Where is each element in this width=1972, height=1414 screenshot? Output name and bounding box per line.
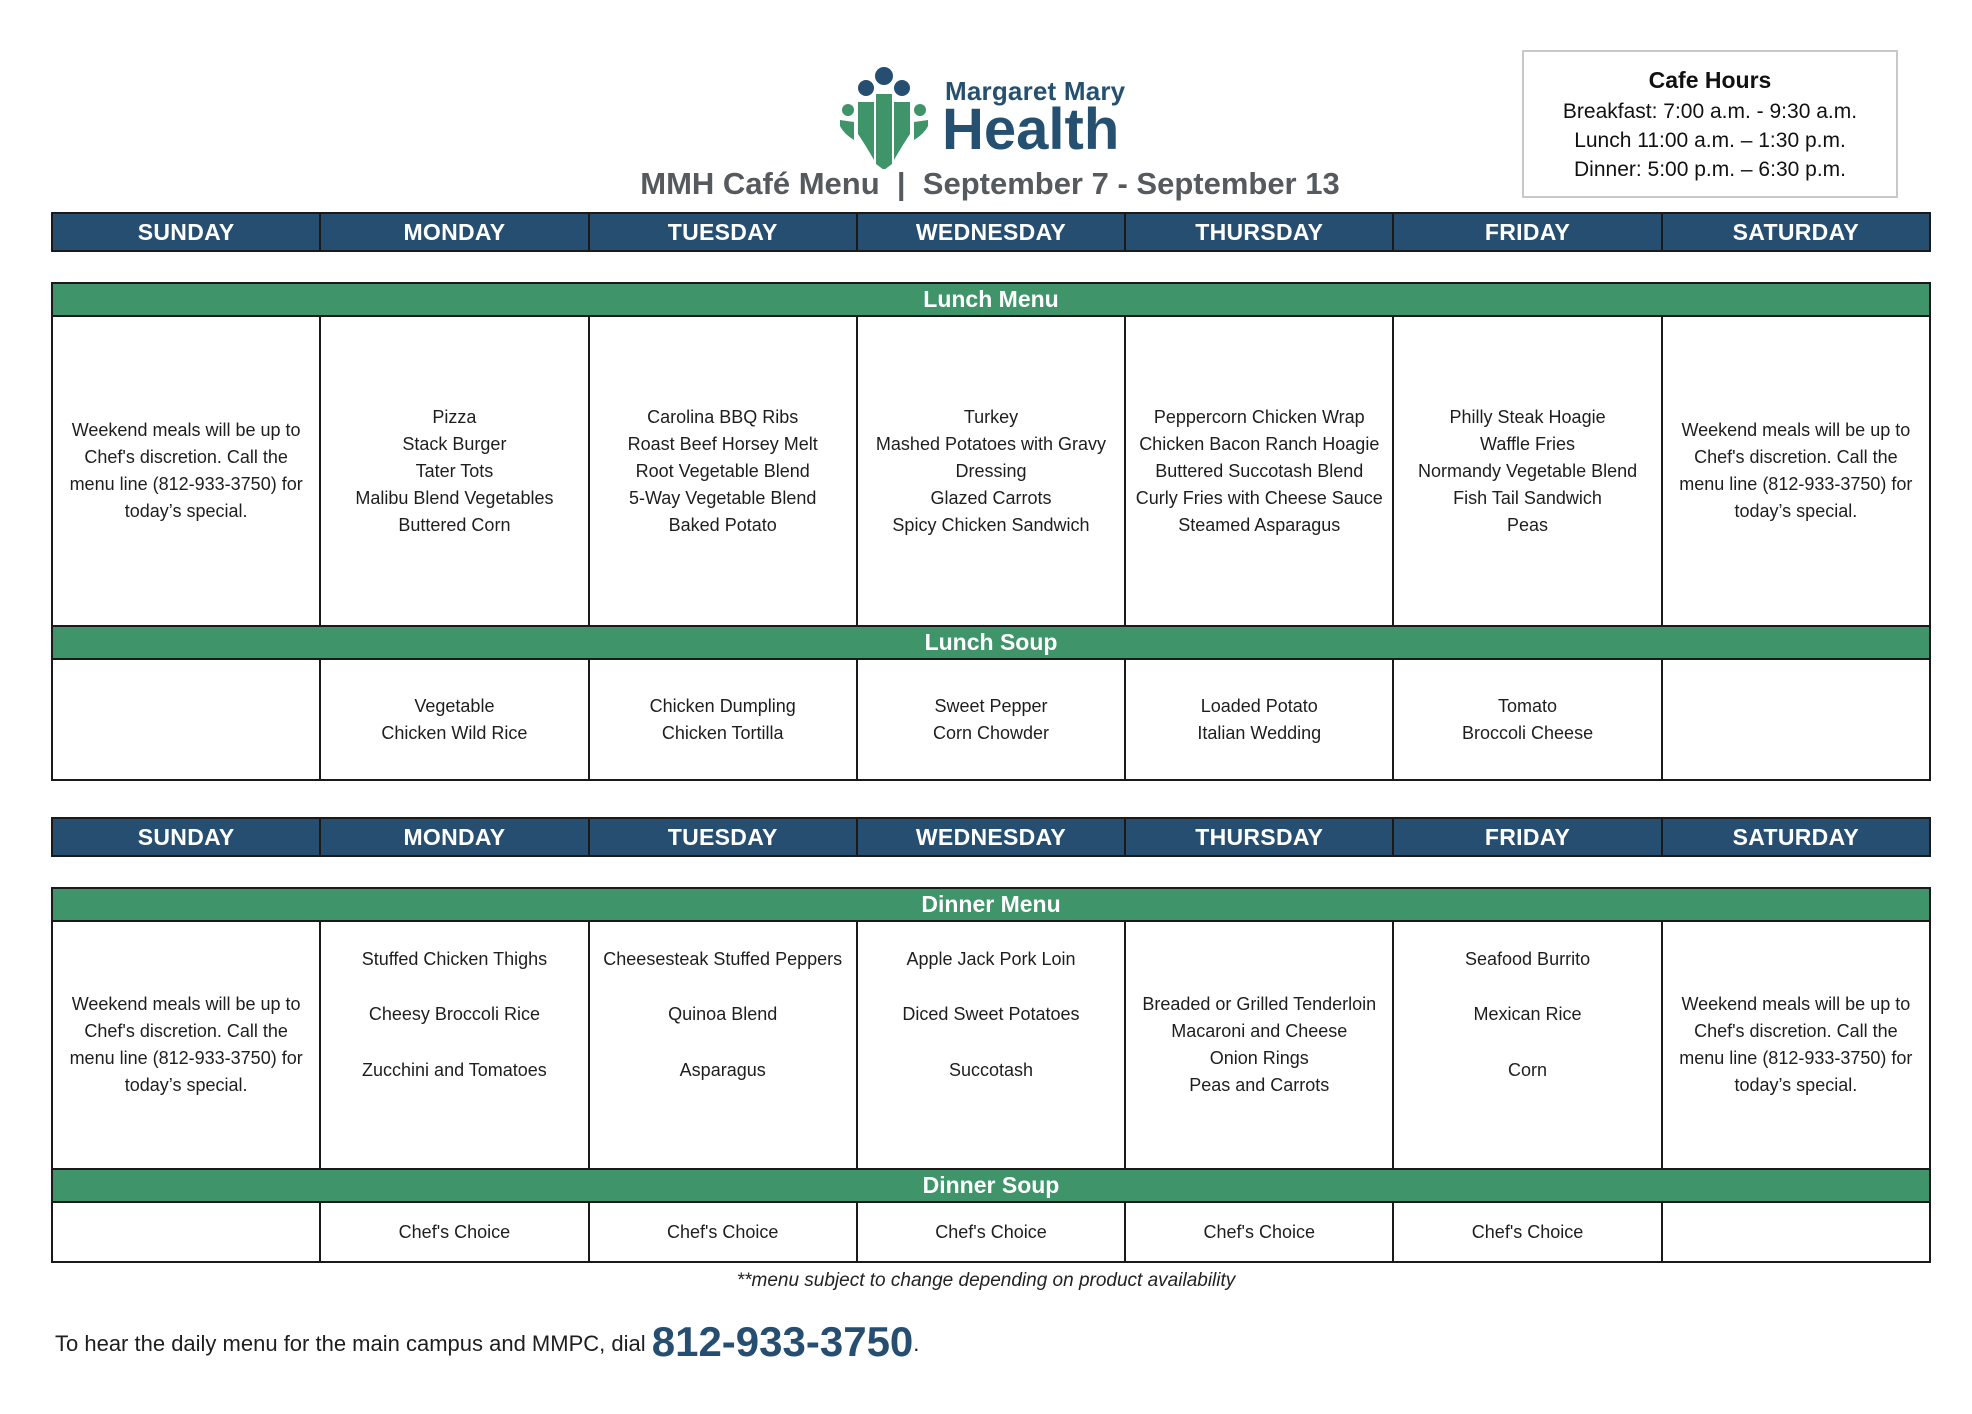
menu-item: Breaded or Grilled Tenderloin — [1142, 994, 1377, 1014]
dinner-table — [51, 887, 1931, 1263]
menu-item: Succotash — [948, 1059, 1034, 1080]
day-header-tuesday: TUESDAY — [589, 213, 857, 251]
logo-text-line2: Health — [942, 97, 1120, 162]
lunch-soup-sunday — [52, 659, 320, 780]
lunch-monday — [320, 316, 588, 626]
day-header-sunday: SUNDAY — [52, 213, 320, 251]
menu-item: Waffle Fries — [1480, 433, 1576, 454]
dinner-saturday — [1662, 921, 1930, 1169]
menu-item: Baked Potato — [668, 514, 777, 535]
menu-item: Zucchini and Tomatoes — [362, 1059, 547, 1080]
menu-item: Chicken Bacon Ranch Hoagie — [1139, 433, 1380, 454]
menu-item: Corn — [1508, 1059, 1548, 1080]
menu-item: Quinoa Blend — [668, 1004, 778, 1025]
dial-text: To hear the daily menu for the main campus and MMPC, dial — [55, 1331, 652, 1356]
dinner-menu-header: Dinner Menu — [52, 888, 1930, 921]
dinner-soup-thursday: Chef's Choice — [1125, 1202, 1393, 1262]
day-header-monday: MONDAY — [320, 818, 588, 856]
menu-item: Mashed Potatoes with Gravy — [875, 433, 1107, 454]
menu-item: Mexican Rice — [1473, 1004, 1582, 1025]
breakfast-hours: Breakfast: 7:00 a.m. - 9:30 a.m. — [1562, 100, 1858, 123]
menu-item: Buttered Corn — [398, 514, 511, 535]
lunch-menu-header: Lunch Menu — [52, 283, 1930, 316]
day-header-row-bottom — [51, 817, 1931, 857]
lunch-hours: Lunch 11:00 a.m. – 1:30 p.m. — [1574, 129, 1846, 152]
lunch-sunday — [52, 316, 320, 626]
lunch-friday — [1393, 316, 1661, 626]
day-header-friday: FRIDAY — [1393, 213, 1661, 251]
menu-item: Sweet Pepper — [934, 695, 1048, 716]
menu-item: Carolina BBQ Ribs — [647, 406, 799, 427]
dinner-thursday — [1125, 921, 1393, 1169]
lunch-soup-header: Lunch Soup — [52, 626, 1930, 659]
lunch-soup-friday — [1393, 659, 1661, 780]
menu-item: Buttered Succotash Blend — [1155, 460, 1364, 481]
cafe-hours-title: Cafe Hours — [1648, 67, 1772, 93]
dinner-soup-saturday — [1662, 1202, 1930, 1262]
menu-item: Onion Rings — [1209, 1048, 1309, 1068]
dial-period: . — [913, 1331, 920, 1356]
dinner-soup-monday: Chef's Choice — [320, 1202, 588, 1262]
menu-item: Seafood Burrito — [1465, 949, 1591, 970]
menu-item: Chicken Tortilla — [661, 722, 784, 743]
lunch-soup-tuesday — [589, 659, 857, 780]
menu-item: Philly Steak Hoagie — [1449, 406, 1606, 427]
menu-item: Tomato — [1498, 695, 1558, 716]
menu-item: Italian Wedding — [1197, 722, 1322, 743]
menu-item: Peppercorn Chicken Wrap — [1153, 406, 1365, 427]
weekend-note: Weekend meals will be up to Chef's discretion. Call the menu line (812-933-3750) for today’s special. — [1679, 994, 1913, 1095]
day-header-saturday: SATURDAY — [1662, 818, 1930, 856]
day-header-thursday: THURSDAY — [1125, 213, 1393, 251]
menu-item: Vegetable — [414, 695, 495, 716]
dinner-monday — [320, 921, 588, 1169]
menu-item: Root Vegetable Blend — [635, 460, 810, 481]
menu-item: Peas — [1507, 514, 1549, 535]
lunch-tuesday — [589, 316, 857, 626]
dinner-hours: Dinner: 5:00 p.m. – 6:30 p.m. — [1574, 158, 1846, 181]
day-header-sunday: SUNDAY — [52, 818, 320, 856]
dinner-soup-wednesday: Chef's Choice — [857, 1202, 1125, 1262]
menu-item: Corn Chowder — [932, 722, 1050, 743]
menu-item: Spicy Chicken Sandwich — [892, 514, 1090, 535]
menu-item: Diced Sweet Potatoes — [902, 1004, 1080, 1025]
lunch-thursday — [1125, 316, 1393, 626]
weekend-note: Weekend meals will be up to Chef's discretion. Call the menu line (812-933-3750) for today’s special. — [69, 420, 303, 521]
day-header-monday: MONDAY — [320, 213, 588, 251]
dial-instructions — [55, 1318, 919, 1366]
menu-item: Fish Tail Sandwich — [1453, 487, 1602, 508]
dinner-tuesday — [589, 921, 857, 1169]
menu-item: Roast Beef Horsey Melt — [627, 433, 818, 454]
menu-item: Malibu Blend Vegetables — [355, 487, 554, 508]
day-header-wednesday: WEDNESDAY — [857, 818, 1125, 856]
day-header-thursday: THURSDAY — [1125, 818, 1393, 856]
menu-item: Cheesesteak Stuffed Peppers — [603, 949, 843, 970]
day-header-wednesday: WEDNESDAY — [857, 213, 1125, 251]
dinner-sunday — [52, 921, 320, 1169]
dinner-soup-header: Dinner Soup — [52, 1169, 1930, 1202]
availability-note: **menu subject to change depending on product availability — [736, 1270, 1236, 1291]
dinner-friday — [1393, 921, 1661, 1169]
day-header-saturday: SATURDAY — [1662, 213, 1930, 251]
lunch-saturday — [1662, 316, 1930, 626]
dinner-soup-friday: Chef's Choice — [1393, 1202, 1661, 1262]
day-header-row-top — [51, 212, 1931, 252]
menu-item: 5-Way Vegetable Blend — [628, 487, 817, 508]
logo-text-line1: Margaret Mary — [945, 76, 1126, 106]
menu-item: Curly Fries with Cheese Sauce — [1135, 487, 1383, 508]
menu-item: Tater Tots — [415, 460, 494, 481]
dinner-soup-tuesday: Chef's Choice — [589, 1202, 857, 1262]
menu-item: Stuffed Chicken Thighs — [361, 949, 548, 970]
menu-item: Asparagus — [679, 1059, 766, 1080]
day-header-friday: FRIDAY — [1393, 818, 1661, 856]
menu-item: Loaded Potato — [1200, 695, 1318, 716]
weekend-note: Weekend meals will be up to Chef's discretion. Call the menu line (812-933-3750) for today’s special. — [1679, 420, 1913, 521]
menu-item: Apple Jack Pork Loin — [906, 949, 1076, 970]
cafe-hours-box — [1522, 50, 1898, 198]
menu-item: Chicken Wild Rice — [381, 722, 528, 743]
menu-item: Dressing — [955, 460, 1027, 481]
menu-item: Glazed Carrots — [930, 487, 1052, 508]
menu-item: Cheesy Broccoli Rice — [368, 1004, 540, 1025]
menu-item: Chicken Dumpling — [649, 695, 796, 716]
menu-phone-number: 812-933-3750 — [651, 1318, 914, 1365]
menu-item: Pizza — [432, 406, 477, 427]
page-title: MMH Café Menu | September 7 - September 13 — [640, 166, 1340, 201]
dinner-soup-sunday — [52, 1202, 320, 1262]
weekend-note: Weekend meals will be up to Chef's discretion. Call the menu line (812-933-3750) for today’s special. — [69, 994, 303, 1095]
menu-item: Steamed Asparagus — [1178, 514, 1341, 535]
lunch-table — [51, 282, 1931, 781]
day-header-tuesday: TUESDAY — [589, 818, 857, 856]
lunch-soup-monday — [320, 659, 588, 780]
menu-item: Macaroni and Cheese — [1171, 1021, 1348, 1041]
menu-item: Peas and Carrots — [1189, 1075, 1330, 1095]
lunch-wednesday — [857, 316, 1125, 626]
menu-item: Broccoli Cheese — [1462, 722, 1594, 743]
lunch-soup-thursday — [1125, 659, 1393, 780]
lunch-soup-saturday — [1662, 659, 1930, 780]
menu-item: Normandy Vegetable Blend — [1417, 460, 1638, 481]
dinner-wednesday — [857, 921, 1125, 1169]
menu-item: Stack Burger — [402, 433, 507, 454]
menu-item: Turkey — [963, 406, 1019, 427]
logo-figures-icon — [840, 67, 928, 169]
lunch-soup-wednesday — [857, 659, 1125, 780]
